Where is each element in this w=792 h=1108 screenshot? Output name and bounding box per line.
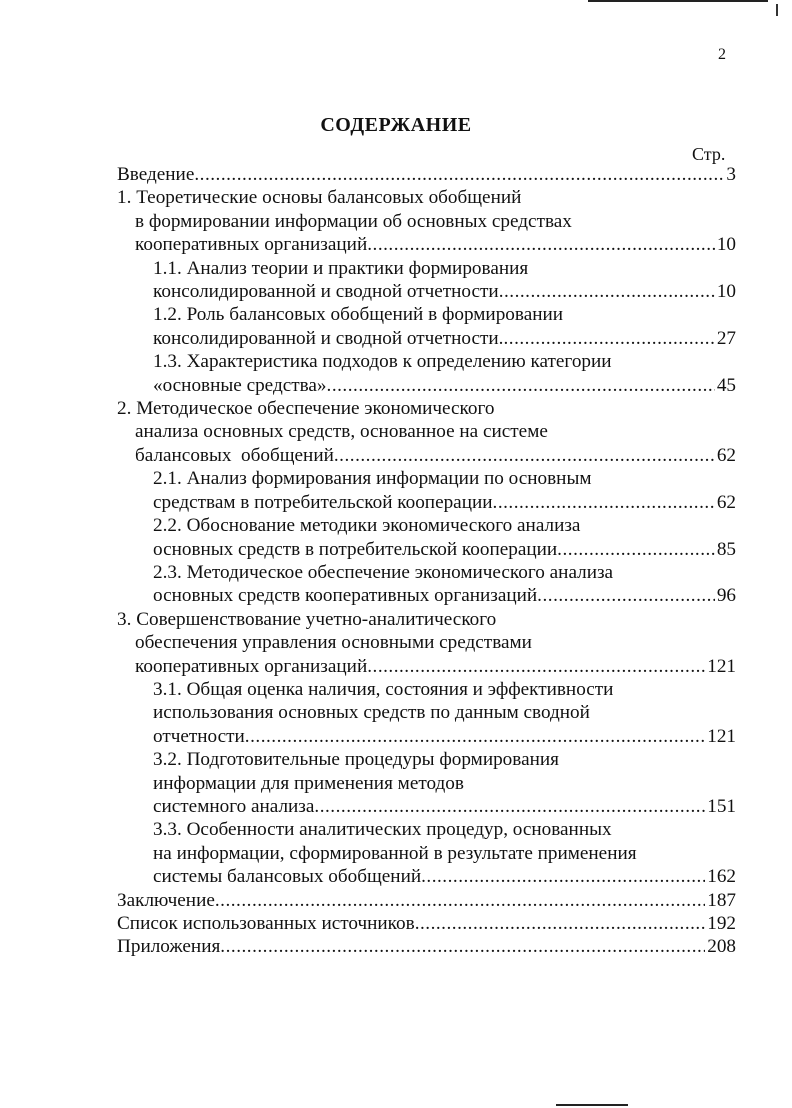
- toc-entry-text: 2.1. Анализ формирования информации по основным: [153, 468, 592, 490]
- toc-entry-text: Введение: [117, 164, 195, 185]
- toc-entry-text: в формировании информации об основных средствах: [135, 210, 572, 232]
- toc-entry-section-2-1: [117, 467, 736, 514]
- toc-entry-text: «основные средства»: [153, 374, 327, 396]
- toc-entry-text: информации для применения методов: [153, 772, 464, 794]
- toc-page-number: 3: [726, 164, 736, 185]
- toc-entry-text: отчетности: [153, 725, 245, 747]
- toc-entry-section-3-3: [117, 818, 736, 888]
- toc-entry-text: на информации, сформированной в результате применения: [153, 842, 637, 864]
- scan-edge-line-bottom: [556, 1104, 628, 1106]
- leader-dots: [367, 655, 705, 678]
- toc-entry-text: 3.3. Особенности аналитических процедур, основанных: [153, 819, 612, 841]
- toc-page-number: 192: [707, 913, 736, 934]
- toc-entry-section-1-1: [117, 257, 736, 304]
- toc-entry-text: 3. Совершенствование учетно-аналитического: [117, 608, 497, 630]
- toc-entry-chapter-3: [117, 608, 736, 678]
- leader-dots: [245, 725, 705, 748]
- toc-entry-text: консолидированной и сводной отчетности: [153, 281, 499, 303]
- toc-entry-section-3-1: [117, 678, 736, 748]
- toc-entry-section-2-2: [117, 514, 736, 561]
- leader-dots: [220, 935, 705, 958]
- toc-entry-section-1-3: [117, 350, 736, 397]
- toc-entry-text: 1.1. Анализ теории и практики формирования: [153, 257, 529, 279]
- toc-page-number: 121: [707, 725, 736, 747]
- toc-page-number: 62: [716, 491, 736, 513]
- toc-entry-text: кооперативных организаций: [135, 655, 368, 677]
- toc-entry-text: 1.2. Роль балансовых обобщений в формировании: [153, 304, 564, 326]
- page-column-header: Стр.: [692, 144, 726, 164]
- toc-entry-text: 2.2. Обоснование методики экономического анализа: [153, 515, 581, 537]
- leader-dots: [415, 912, 706, 935]
- toc-entry-text: использования основных средств по данным сводной: [153, 702, 590, 724]
- leader-dots: [557, 538, 715, 561]
- toc-entry-text: анализа основных средств, основанное на системе: [135, 421, 548, 443]
- leader-dots: [537, 584, 715, 607]
- toc-entry-section-3-2: [117, 748, 736, 818]
- scan-edge-line-top: [588, 0, 768, 2]
- leader-dots: [493, 491, 715, 514]
- toc-page-number: 162: [707, 866, 736, 888]
- toc-entry-text: основных средств кооперативных организаций: [153, 585, 538, 607]
- toc-entry-chapter-1: [117, 186, 736, 256]
- page-number: 2: [718, 46, 726, 63]
- toc-entry-text: обеспечения управления основными средствами: [135, 632, 532, 654]
- toc-entry-references: [117, 912, 736, 935]
- toc-entry-introduction: [117, 163, 736, 186]
- toc-entry-section-2-3: [117, 561, 736, 608]
- toc-page-number: 27: [716, 327, 736, 349]
- leader-dots: [215, 889, 705, 912]
- leader-dots: [503, 327, 714, 350]
- toc-entry-chapter-2: [117, 397, 736, 467]
- toc-entry-text: 3.2. Подготовительные процедуры формирования: [153, 749, 559, 771]
- toc-entry-text: 1.3. Характеристика подходов к определению категории: [153, 351, 612, 373]
- leader-dots: [194, 163, 724, 186]
- toc-entry-text: Заключение: [117, 889, 215, 911]
- page-title: СОДЕРЖАНИЕ: [320, 114, 472, 136]
- toc-page-number: 208: [707, 936, 736, 958]
- leader-dots: [334, 444, 715, 467]
- toc-entry-text: системы балансовых обобщений: [153, 866, 422, 888]
- toc-page-number: 85: [716, 538, 736, 560]
- toc-entry-text: системного анализа: [153, 795, 315, 817]
- toc-entry-text: 3.1. Общая оценка наличия, состояния и эффективности: [153, 678, 614, 700]
- toc-entry-conclusion: [117, 889, 736, 912]
- toc-entry-text: 2. Методическое обеспечение экономического: [117, 398, 495, 420]
- toc-entry-text: средствам в потребительской кооперации: [153, 491, 493, 513]
- toc-page-number: 10: [716, 234, 736, 256]
- toc-page-number: 10: [716, 281, 736, 303]
- toc-entry-text: балансовых обобщений: [135, 444, 334, 466]
- leader-dots: [499, 280, 715, 303]
- toc-entry-text: 1. Теоретические основы балансовых обобщений: [117, 187, 522, 209]
- scan-edge-mark: [776, 4, 784, 16]
- toc-page-number: 151: [707, 795, 736, 817]
- toc-page-number: 187: [707, 889, 736, 911]
- toc-page-number: 121: [707, 655, 736, 677]
- toc-entry-text: 2.3. Методическое обеспечение экономического анализа: [153, 561, 614, 583]
- toc-entry-text: основных средств в потребительской кооперации: [153, 538, 558, 560]
- toc-entry-text: консолидированной и сводной отчетности.: [153, 327, 504, 349]
- toc-entry-section-1-2: [117, 303, 736, 350]
- leader-dots: [367, 233, 715, 256]
- leader-dots: [327, 374, 715, 397]
- toc-page-number: 62: [716, 444, 736, 466]
- leader-dots: [421, 865, 705, 888]
- leader-dots: [314, 795, 705, 818]
- toc-entry-text: Приложения: [117, 936, 221, 958]
- toc-page-number: 96: [716, 585, 736, 607]
- toc-entry-text: кооперативных организаций: [135, 234, 368, 256]
- table-of-contents: [117, 163, 736, 959]
- toc-entry-text: Список использованных источников: [117, 913, 415, 934]
- toc-page-number: 45: [716, 374, 736, 396]
- toc-entry-appendices: [117, 935, 736, 958]
